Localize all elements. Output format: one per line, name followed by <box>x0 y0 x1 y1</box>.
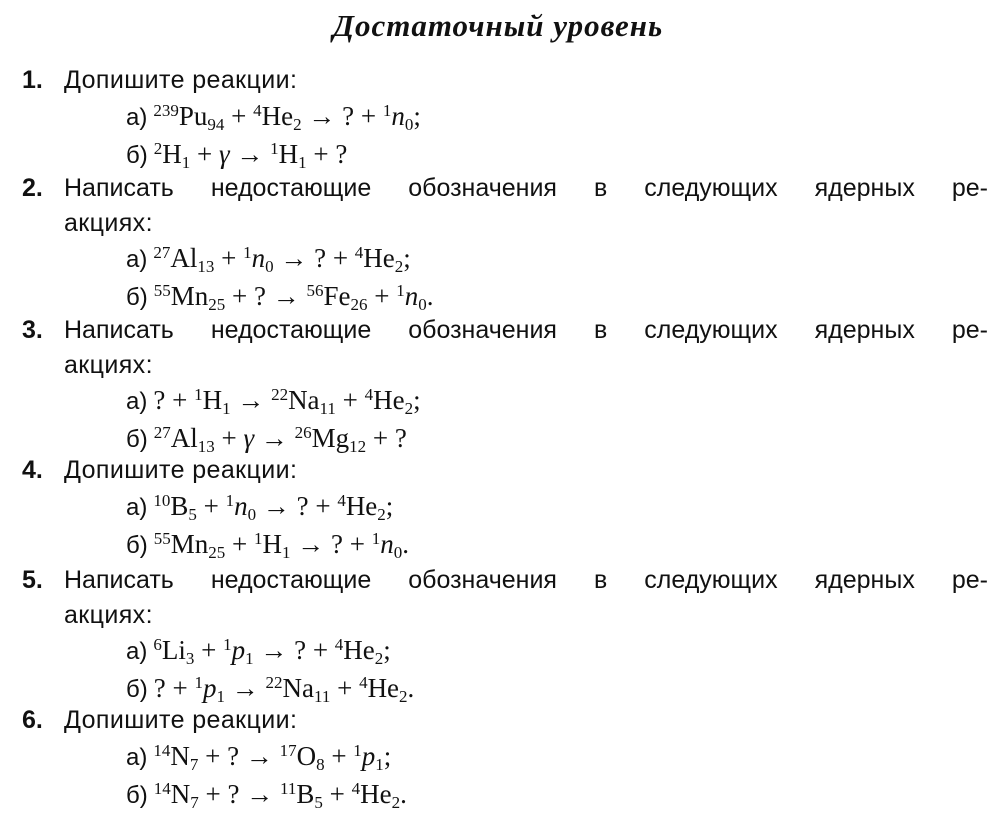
reaction-4a: а) $^{10}B_5 + ^1n_0$ → ? + $^4He_2$; <box>126 491 394 524</box>
task-instruction: Допишите реакции: <box>64 66 298 94</box>
task-number: 3. <box>22 316 43 344</box>
task-instruction-cont: акциях: <box>64 601 153 629</box>
task-6 <box>22 702 988 814</box>
task-3 <box>22 312 988 458</box>
task-4 <box>22 452 988 564</box>
reaction-5b: б) ? + $^1p_1 \to ^{22}Na_{11} + ^4He_2$. <box>126 673 415 706</box>
task-number: 4. <box>22 456 43 484</box>
task-instruction: Допишите реакции: <box>64 456 298 484</box>
task-instruction: Написать недостающие обозначения в следующих ядерных ре- <box>64 174 988 202</box>
reaction-1a: а) $^{239}Pu_{94} + ^4He_2$ → ? + $^1n_0$; <box>126 101 421 134</box>
task-instruction: Допишите реакции: <box>64 706 298 734</box>
task-instruction: Написать недостающие обозначения в следующих ядерных ре- <box>64 566 988 594</box>
task-instruction-cont: акциях: <box>64 209 153 237</box>
reaction-1b: б) $^2H_1 + \gamma \to ^1H_1$ + ? <box>126 139 348 172</box>
task-number: 5. <box>22 566 43 594</box>
reaction-3b: б) $^{27}Al_{13} + \gamma \to ^{26}Mg_{12}$ + ? <box>126 423 407 456</box>
reaction-6a: а) $^{14}N_7$ + ? → $^{17}O_8 + ^1p_1$; <box>126 741 392 774</box>
task-1 <box>22 62 988 174</box>
task-number: 2. <box>22 174 43 202</box>
reaction-2b: б) $^{55}Mn_{25}$ + ? → $^{56}Fe_{26} + ^1n_0$. <box>126 281 434 314</box>
task-2 <box>22 170 988 316</box>
reaction-2a: а) $^{27}Al_{13} + ^1n_0$ → ? + $^4He_2$; <box>126 243 411 276</box>
reaction-5a: а) $^6Li_3 + ^1p_1$ → ? + $^4He_2$; <box>126 635 391 668</box>
reaction-3a: а) ? + $^1H_1 \to ^{22}Na_{11} + ^4He_2$; <box>126 385 421 418</box>
page-title: Достаточный уровень <box>332 8 664 43</box>
task-instruction: Написать недостающие обозначения в следующих ядерных ре- <box>64 316 988 344</box>
task-number: 1. <box>22 66 43 94</box>
task-number: 6. <box>22 706 43 734</box>
task-5 <box>22 562 988 708</box>
reaction-6b: б) $^{14}N_7$ + ? → $^{11}B_5 + ^4He_2$. <box>126 779 407 812</box>
task-instruction-cont: акциях: <box>64 351 153 379</box>
reaction-4b: б) $^{55}Mn_{25} + ^1H_1$ → ? + $^1n_0$. <box>126 529 409 562</box>
